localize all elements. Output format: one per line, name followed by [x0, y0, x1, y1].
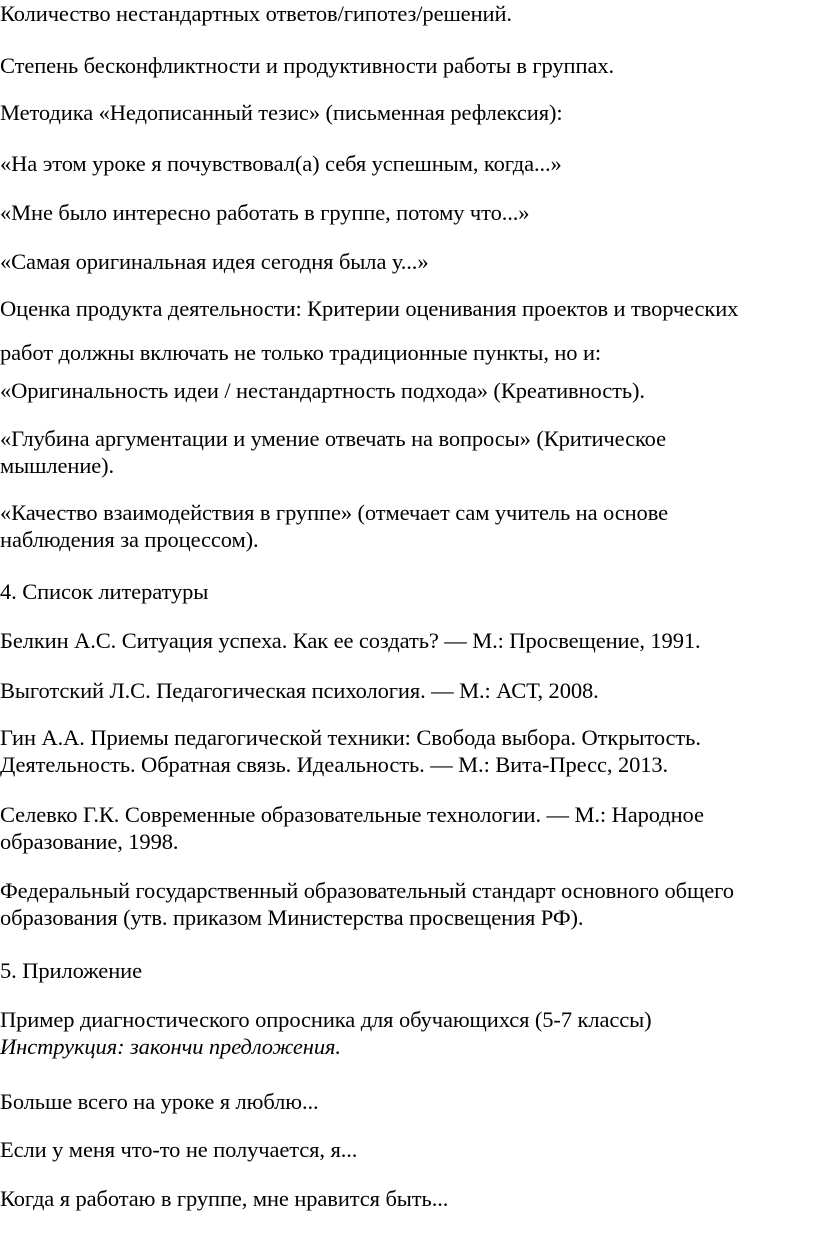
questionnaire-intro [0, 1006, 652, 1060]
criterion-interaction [0, 499, 668, 553]
reflection-prompt-original-idea: «Самая оригинальная идея сегодня была у...» [0, 249, 429, 274]
reference-gin-line-1: Гин А.А. Приемы педагогической техники: Свобода выбора. Открытость. [0, 725, 701, 750]
criterion-originality: «Оригинальность идеи / нестандартность подхода» (Креативность). [0, 378, 645, 403]
product-evaluation-paragraph [0, 295, 738, 366]
reflection-prompt-interest: «Мне было интересно работать в группе, потому что...» [0, 200, 530, 225]
questionnaire-title: Пример диагностического опросника для обучающихся (5-7 классы) [0, 1007, 652, 1032]
criterion-argumentation [0, 425, 666, 479]
method-unfinished-thesis: Методика «Недописанный тезис» (письменная рефлексия): [0, 100, 563, 125]
criterion-interaction-line-2: наблюдения за процессом). [0, 527, 259, 552]
reflection-prompt-success: «На этом уроке я почувствовал(а) себя успешным, когда...» [0, 151, 562, 176]
section-heading-references: 4. Список литературы [0, 579, 209, 604]
product-evaluation-line-2: работ должны включать не только традиционные пункты, но и: [0, 340, 602, 365]
questionnaire-item-1: Больше всего на уроке я люблю... [0, 1089, 319, 1114]
reference-selevko [0, 801, 704, 855]
reference-fgos-line-2: образования (утв. приказом Министерства просвещения РФ). [0, 905, 584, 930]
questionnaire-item-2: Если у меня что-то не получается, я... [0, 1137, 358, 1162]
criterion-argumentation-line-1: «Глубина аргументации и умение отвечать на вопросы» (Критическое [0, 426, 666, 451]
reference-selevko-line-1: Селевко Г.К. Современные образовательные технологии. — М.: Народное [0, 802, 704, 827]
questionnaire-instruction: Инструкция: закончи предложения. [0, 1034, 341, 1059]
criteria-group-work: Степень бесконфликтности и продуктивности работы в группах. [0, 53, 615, 78]
criterion-interaction-line-1: «Качество взаимодействия в группе» (отмечает сам учитель на основе [0, 500, 668, 525]
reference-gin [0, 724, 701, 778]
reference-fgos-line-1: Федеральный государственный образовательный стандарт основного общего [0, 878, 734, 903]
reference-belkin: Белкин А.С. Ситуация успеха. Как ее создать? — М.: Просвещение, 1991. [0, 628, 701, 653]
questionnaire-item-3: Когда я работаю в группе, мне нравится быть... [0, 1186, 449, 1211]
reference-gin-line-2: Деятельность. Обратная связь. Идеальность. — М.: Вита-Пресс, 2013. [0, 752, 669, 777]
reference-selevko-line-2: образование, 1998. [0, 829, 179, 854]
reference-fgos [0, 877, 734, 931]
criterion-argumentation-line-2: мышление). [0, 453, 115, 478]
criteria-nonstandard-answers: Количество нестандартных ответов/гипотез/решений. [0, 1, 512, 26]
product-evaluation-line-1: Оценка продукта деятельности: Критерии оценивания проектов и творческих [0, 296, 739, 321]
reference-vygotsky: Выготский Л.С. Педагогическая психология. — М.: АСТ, 2008. [0, 678, 599, 703]
section-heading-appendix: 5. Приложение [0, 958, 142, 983]
